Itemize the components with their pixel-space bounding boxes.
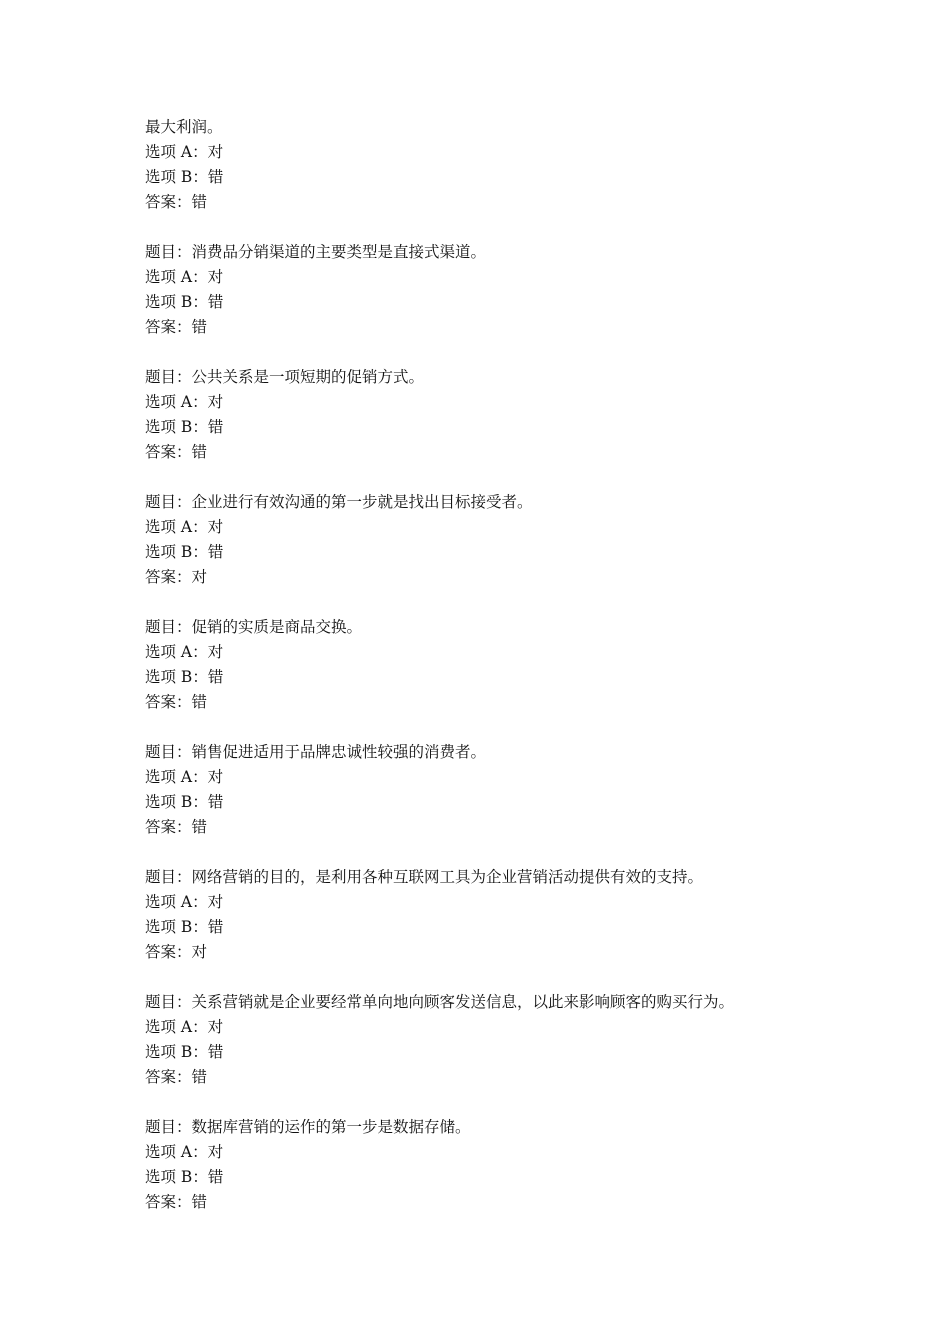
question-block: [145, 115, 905, 215]
question-text: 题目：数据库营销的运作的第一步是数据存储。: [145, 1118, 471, 1136]
question-text: 题目：消费品分销渠道的主要类型是直接式渠道。: [145, 243, 487, 261]
answer: 答案：错: [145, 693, 208, 711]
question-block: [145, 1115, 905, 1215]
option-b: 选项 B：错: [145, 418, 224, 436]
option-a: 选项 A：对: [145, 893, 224, 911]
option-b: 选项 B：错: [145, 543, 224, 561]
question-text: 题目：公共关系是一项短期的促销方式。: [145, 368, 425, 386]
option-a: 选项 A：对: [145, 268, 224, 286]
document-page: [145, 115, 905, 1240]
option-a: 选项 A：对: [145, 518, 224, 536]
answer: 答案：错: [145, 193, 208, 211]
answer: 答案：错: [145, 318, 208, 336]
question-text: 题目：促销的实质是商品交换。: [145, 618, 363, 636]
option-a: 选项 A：对: [145, 768, 224, 786]
question-block: [145, 615, 905, 715]
option-b: 选项 B：错: [145, 1168, 224, 1186]
question-block: [145, 490, 905, 590]
question-text: 题目：关系营销就是企业要经常单向地向顾客发送信息，以此来影响顾客的购买行为。: [145, 993, 735, 1011]
option-a: 选项 A：对: [145, 1143, 224, 1161]
option-b: 选项 B：错: [145, 793, 224, 811]
option-a: 选项 A：对: [145, 393, 224, 411]
question-text: 题目：网络营销的目的，是利用各种互联网工具为企业营销活动提供有效的支持。: [145, 868, 704, 886]
option-a: 选项 A：对: [145, 143, 224, 161]
option-b: 选项 B：错: [145, 168, 224, 186]
answer: 答案：错: [145, 818, 208, 836]
question-text: 最大利润。: [145, 118, 223, 136]
answer: 答案：错: [145, 1068, 208, 1086]
option-a: 选项 A：对: [145, 1018, 224, 1036]
answer: 答案：对: [145, 943, 208, 961]
question-text: 题目：企业进行有效沟通的第一步就是找出目标接受者。: [145, 493, 533, 511]
option-b: 选项 B：错: [145, 918, 224, 936]
question-block: [145, 990, 905, 1090]
question-block: [145, 865, 905, 965]
option-a: 选项 A：对: [145, 643, 224, 661]
option-b: 选项 B：错: [145, 293, 224, 311]
question-block: [145, 365, 905, 465]
option-b: 选项 B：错: [145, 1043, 224, 1061]
answer: 答案：错: [145, 443, 208, 461]
question-text: 题目：销售促进适用于品牌忠诚性较强的消费者。: [145, 743, 487, 761]
answer: 答案：对: [145, 568, 208, 586]
question-block: [145, 740, 905, 840]
option-b: 选项 B：错: [145, 668, 224, 686]
answer: 答案：错: [145, 1193, 208, 1211]
question-block: [145, 240, 905, 340]
